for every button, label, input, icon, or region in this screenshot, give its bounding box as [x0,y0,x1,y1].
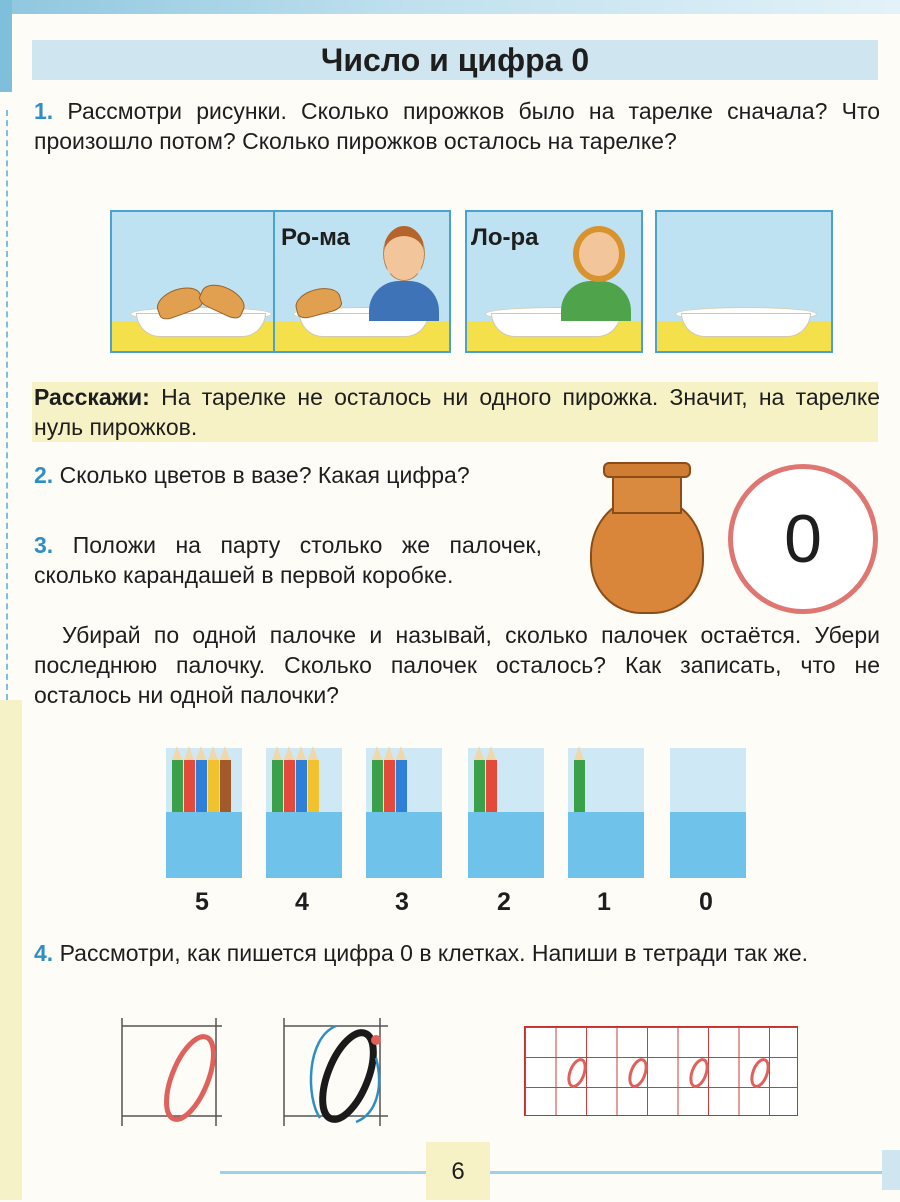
girl-head [573,226,625,282]
left-yellow-strip [0,700,22,1200]
vase-lip [603,462,691,478]
pencil-box [568,748,644,878]
pencil-icon [574,760,585,812]
pencil-icon [474,760,485,812]
left-dashed-line [6,110,8,700]
pencil-count-label: 1 [597,888,611,916]
pencil-box [468,748,544,878]
task4-body: Рассмотри, как пишется цифра 0 в клетках. Напиши в тетради так же. [59,940,809,966]
zero-stroke-direction-icon [276,1018,396,1126]
top-decor-band [0,0,900,14]
task1-body: Рассмотри рисунки. Сколько пирожков было на тарелке сначала? Что произошло потом? Сколько пирожков осталось на тарелке? [34,98,881,154]
pencil-icon [396,760,407,812]
picture-panel-3 [465,210,643,353]
task2-number: 2. [34,462,54,488]
zero-row-icon [525,1027,799,1117]
page-title: Число и цифра 0 [320,42,590,78]
left-decor-band [0,0,12,92]
pencil-icon [220,760,231,812]
page-number: 6 [426,1142,490,1200]
picture-panel-2 [273,210,451,353]
task3-text [34,530,542,590]
right-decor-block [882,1150,900,1190]
zero-example-1 [112,1018,228,1126]
pencil-count-label: 4 [295,888,309,916]
boy-body [369,281,439,321]
task4-text [34,938,880,968]
zero-example-2 [276,1018,396,1126]
task1-number: 1. [34,98,54,124]
story-label: Расскажи: [34,384,150,410]
pencil-box [670,748,746,878]
zero-digit-circle: 0 [728,464,878,614]
pencil-box [366,748,442,878]
picture-panel-1 [110,210,288,353]
task2-body: Сколько цветов в вазе? Какая цифра? [59,462,470,488]
panel-label-roma: Ро-ма [281,224,350,251]
pencil-box [166,748,242,878]
pencil-icon [208,760,219,812]
pencil-icon [184,760,195,812]
pencil-count-label: 0 [699,888,713,916]
pencil-icon [308,760,319,812]
picture-panel-4 [655,210,833,353]
practice-grid [524,1026,798,1116]
boy-head [383,226,425,281]
bottom-decor-line [220,1171,900,1174]
pencil-icon [372,760,383,812]
zero-writing-sample-icon [112,1018,228,1126]
pencil-icon [296,760,307,812]
story-text [34,382,880,442]
story-body: На тарелке не осталось ни одного пирожка. Значит, на тарелке нуль пирожков. [34,384,881,440]
task1-text [34,96,880,156]
girl-body [561,281,631,321]
pencil-icon [284,760,295,812]
task3-text2: Убирай по одной палочке и называй, сколько палочек остаётся. Убери последнюю палочку. Сколько палочек осталось? Как записать, что не осталось ни одной палочки? [34,622,880,708]
task3-number: 3. [34,532,54,558]
pencil-icon [172,760,183,812]
pencil-icon [486,760,497,812]
task4-number: 4. [34,940,54,966]
pencil-count-label: 3 [395,888,409,916]
pencil-icon [272,760,283,812]
pencil-icon [384,760,395,812]
panel-label-lora: Ло-ра [471,224,539,251]
pencil-box [266,748,342,878]
task2-text [34,460,542,490]
pencil-count-label: 5 [195,888,209,916]
pencil-icon [196,760,207,812]
pencil-count-label: 2 [497,888,511,916]
task3-body: Положи на парту столько же палочек, сколько карандашей в первой коробке. [34,532,543,588]
